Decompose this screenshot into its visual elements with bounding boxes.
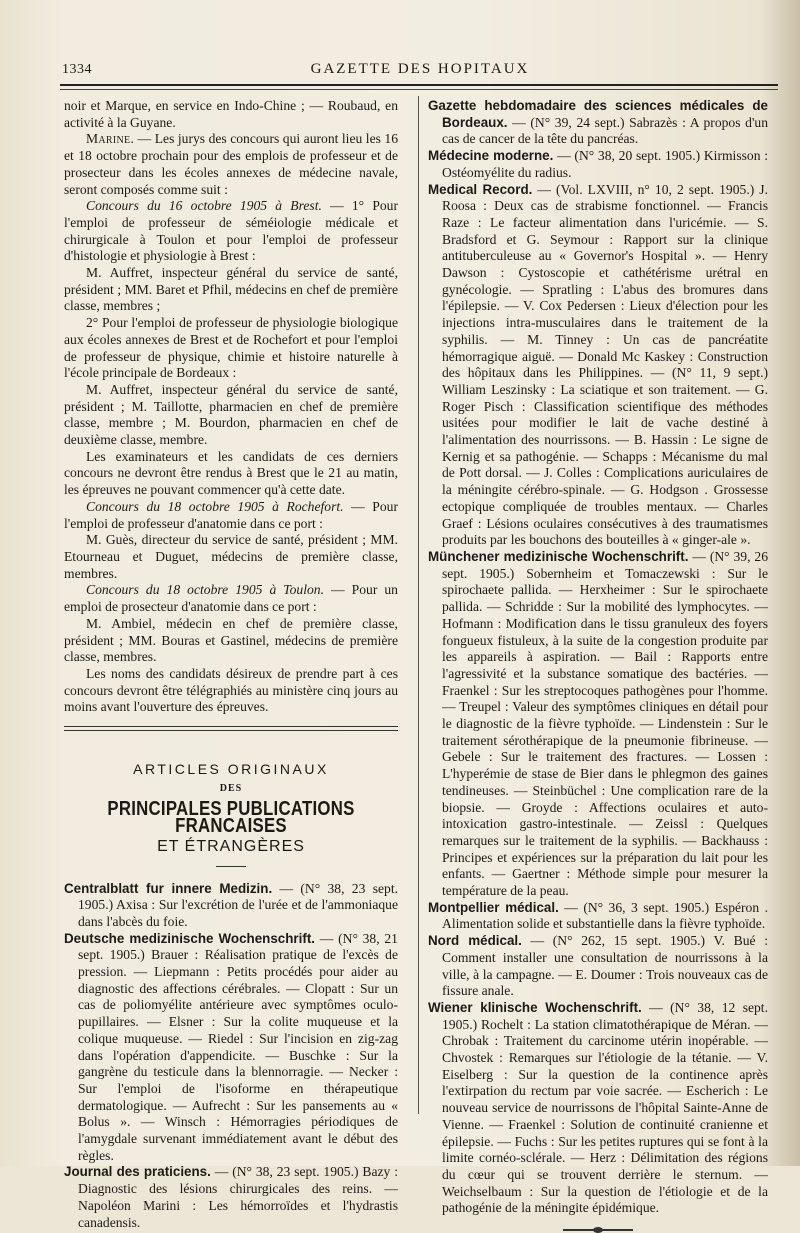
toulon-jury: M. Ambiel, médecin en chef de première classe, président ; MM. Bouras et Gastinel, médecins de première classe, membres. <box>64 615 398 665</box>
marine-text: — Les jurys des concours qui auront lieu les 16 et 18 octobre prochain pour des emplois de professeur et de prosecteur dans les écoles annexes de médecine navale, seront composés comme suit : <box>64 131 398 197</box>
marine-paragraph <box>64 131 398 198</box>
list-item <box>428 900 768 933</box>
rochefort-title: Concours du 18 octobre 1905 à Rochefort. <box>86 498 344 514</box>
list-item <box>64 881 398 931</box>
section-separator <box>64 726 398 731</box>
rochefort-jury: M. Guès, directeur du service de santé, président ; MM. Etourneau et Duguet, médecins de première classe, membres. <box>64 532 398 581</box>
entry-text: — (Vol. LXVIII, n° 10, 2 sept. 1905.) J. Roosa : Deux cas de strabisme fonctionnel. — Francis Raze : Le facteur alimentation dans l'uricémie. — S. Bradsford et G. Seymour : Rapport sur la clinique antituberculeuse au « Governor's Hospital ». — Henry Dawson : Cystoscopie et cathétérisme urétral en gynécologie. — Spratling : L'abus des bromures dans l'épilepsie. — V. Cox Pedersen : Lieux d'élection pour les injections intra-musculaires dans le traitement de la syphilis. — M. Tinney : Un cas de pancréatite hémorragique aiguë. — Donald Mc Kaskey : Construction des hôpitaux dans les Philippines. — (N° 11, 9 sept.) William Leszinsky : La sciatique et son traitement. — G. Roger Pisch : Classification scientifique des méthodes usitées pour modifier le lait de vache destiné à l'alimentation des nourrissons. — B. Hassin : Le signe de Kernig et sa pathogénie. — Schapps : Mécanisme du mal de Pott dorsal. — J. Colles : Complications auriculaires de la méningite cérébro-spinale. — G. Hodgson . Grossesse ectopique compliquée de troubles mentaux. — Charles Graef : Lésions oculaires consécutives à des traumatismes produits par les bouchons des bouteilles à « ginger-ale ». <box>442 181 768 548</box>
toulon-text: — Pour un emploi de prosecteur d'anatomie dans ce port : <box>64 582 398 615</box>
page-number: 1334 <box>62 62 92 77</box>
brest-jury-1: M. Auffret, inspecteur général du service de santé, président ; MM. Baret et Pfhil, médecins en chef de première classe, membres ; <box>64 265 398 314</box>
entry-journal: Journal des praticiens. <box>64 1164 211 1180</box>
entry-journal: Montpellier médical. <box>428 899 559 915</box>
brest-title: Concours du 16 octobre 1905 à Brest. <box>86 198 322 214</box>
brest-note: Les examinateurs et les candidats de ces derniers concours ne devront être rendus à Brest que le 21 au matin, les épreuves ne pouvant commencer qu'à cette date. <box>64 448 398 498</box>
list-item <box>64 931 398 1165</box>
rochefort-paragraph <box>64 499 398 532</box>
list-item <box>428 933 768 1000</box>
section-heading-line1: ARTICLES ORIGINAUX <box>133 761 329 778</box>
header-rule-thin <box>60 89 778 90</box>
list-item <box>64 1164 398 1231</box>
section-heading-line3: PRINCIPALES PUBLICATIONS FRANCAISES <box>107 798 355 838</box>
left-column <box>64 98 398 1231</box>
header-rule <box>60 84 778 86</box>
toulon-paragraph <box>64 582 398 615</box>
journal-title: GAZETTE DES HOPITAUX <box>310 61 530 77</box>
list-item <box>428 549 768 900</box>
entry-text: — (N° 38, 20 sept. 1905.) Kirmisson : Ostéomyélite du radius. <box>442 148 769 180</box>
list-item <box>428 1000 768 1217</box>
entry-text: — (N° 38, 21 sept. 1905.) Brauer : Réalisation pratique de l'excès de pression. — Liepmann : Petits procédés pour aider au diagnostic des affections cérébrales. — Clopatt : Sur un cas de poliomyélite antérieure avec symptômes oculo-pupillaires. — Elsner : Sur la colite muqueuse et la colique muqueuse. — Riedel : Sur l'incision en zig-zag dans l'opération d'appendicite. — Buschke : Sur la gangrène du testicule dans la blennorragie. — Necker : Sur l'emploi de l'isoforme en thérapeutique dermatologique. — Aufrecht : Sur les pansements au « Bolus ». — Winsch : Hémorragies périodiques de l'amygdale survenant immédiatement avant le début des règles. <box>78 930 398 1163</box>
right-column <box>428 98 768 1231</box>
page-header <box>62 60 778 84</box>
heading-rule <box>216 866 246 867</box>
list-item <box>428 182 768 549</box>
entry-journal: Deutsche medizinische Wochenschrift. <box>64 930 315 946</box>
entry-journal: Wiener klinische Wochenschrift. <box>428 999 642 1015</box>
entry-text: — (N° 262, 15 sept. 1905.) V. Bué : Comment installer une consultation de nourrissons à la ville, à la campagne. — E. Doumer : Trois nouveaux cas de fissure anale. <box>442 933 768 999</box>
entry-text: — (N° 39, 26 sept. 1905.) Sobernheim et Tomaczewski : Sur le spirochaete pallida. — Herxheimer : Sur le spirochaete pallida. — Schridde : Sur la mobilité des lymphocytes. — Hofmann : Modification dans le tissu granuleux des foyers fongueux fistuleux, à la suite de la congestion produite par les appareils à aspiration. — Bail : Rapports entre l'agressivité et la substance somatique des bactéries. — Fraenkel : Sur les streptocoques pathogènes pour l'homme. — Treupel : Valeur des symptômes cliniques en détail pour le diagnostic de la fièvre typhoïde. — Lindenstein : Sur le traitement sérothérapique de la pneumonie fibrineuse. — Gebele : Sur le traitement des fractures. — Lossen : L'hyperémie de stase de Bier dans le phlegmon des gaines tendineuses. — Steinbüchel : Une complication rare de la biopsie. — Groyde : Affections oculaires et auto-intoxication gastro-intestinale. — Zeissl : Quelques remarques sur le traitement de la syphilis. — Backhauss : Principes et expériences sur la préparation du lait pour les enfants. — Gaertner : Méthode simple pour mesurer la température de la peau. <box>442 548 768 899</box>
entry-text: — (N° 39, 24 sept.) Sabrazès : A propos d'un cas de cancer de la tête du pancréas. <box>442 114 768 147</box>
entry-text: — (N° 36, 3 sept. 1905.) Espéron . Alimentation solide et substantielle dans la fièvre typhoïde. <box>442 899 768 932</box>
list-item <box>428 148 768 181</box>
entry-journal: Médecine moderne. <box>428 148 554 164</box>
entry-text: — (N° 38, 23 sept. 1905.) Axisa : Sur l'excrétion de l'urée et de l'ammoniaque dans l'abcès du foie. <box>78 880 398 929</box>
closing-paragraph: Les noms des candidats désireux de prendre part à ces concours devront être télégraphiés au ministère cinq jours au moins avant l'ouverture des épreuves. <box>64 665 398 715</box>
entry-journal: Medical Record. <box>428 181 533 197</box>
section-heading <box>64 761 398 856</box>
toulon-title: Concours du 18 octobre 1905 à Toulon. <box>86 582 324 598</box>
rochefort-text: — Pour l'emploi de professeur d'anatomie dans ce port : <box>64 498 398 531</box>
marine-label: Marine. <box>86 131 135 147</box>
entry-text: — (N° 38, 23 sept. 1905.) Bazy : Diagnostic des lésions chirurgicales des reins. — Napoléon Marini : Les hémorroïdes et l'hydrastis canadensis. <box>78 1164 399 1230</box>
list-item <box>428 98 768 148</box>
paragraph: noir et Marque, en service en Indo-Chine ; — Roubaud, en activité à la Guyane. <box>64 98 398 130</box>
entry-journal: Münchener medizinische Wochenschrift. <box>428 548 689 564</box>
section-heading-line4: ET ÉTRANGÈRES <box>157 837 305 855</box>
brest-item-2: 2° Pour l'emploi de professeur de physiologie biologique aux écoles annexes de Brest et de Rochefort et pour l'emploi de professeur de physique, chimie et histoire naturelle à l'école principale de Bordeaux : <box>64 315 398 381</box>
entry-text: — (N° 38, 12 sept. 1905.) Rochelt : La station climatothérapique de Méran. — Chrobak : Traitement du carcinome utérin inopérable. — Chvostek : Remarques sur l'étiologie de la tétanie. — V. Eiselberg : Sur la question de la continence après l'extirpation du rectum par voie sacrée. — Escherich : Le nouveau service de nourrissons de l'hôpital Sainte-Anne de Vienne. — Fraenkel : Solution de continuité cranienne et épilepsie. — Fuchs : Sur les petites ruptures qui se font à la limite cornéo-sclérale. — Herz : Délimitation des régions du cœur qui se trouvent derrière le sternum. — Weichselbaum : Sur la question de l'étiologie et de la pathogénie de la méningite épidémique. <box>442 999 768 1216</box>
entry-journal: Centralblatt fur innere Medizin. <box>64 880 273 896</box>
entry-journal: Nord médical. <box>428 933 522 949</box>
end-ornament <box>563 1229 633 1231</box>
column-divider <box>418 96 419 1114</box>
brest-jury-2: M. Auffret, inspecteur général du service de santé, président ; M. Taillotte, pharmacien en chef de première classe, membre ; M. Bourdon, pharmacien en chef de deuxième classe, membre. <box>64 381 398 448</box>
section-heading-line2: DES <box>219 782 243 794</box>
entry-journal: Gazette hebdomadaire des sciences médicales de Bordeaux. <box>428 98 768 130</box>
brest-paragraph <box>64 198 398 265</box>
brest-text: — 1° Pour l'emploi de professeur de séméiologie médicale et chirurgicale à Toulon et pour l'emploi de professeur d'histologie et physiologie à Brest : <box>64 198 398 264</box>
